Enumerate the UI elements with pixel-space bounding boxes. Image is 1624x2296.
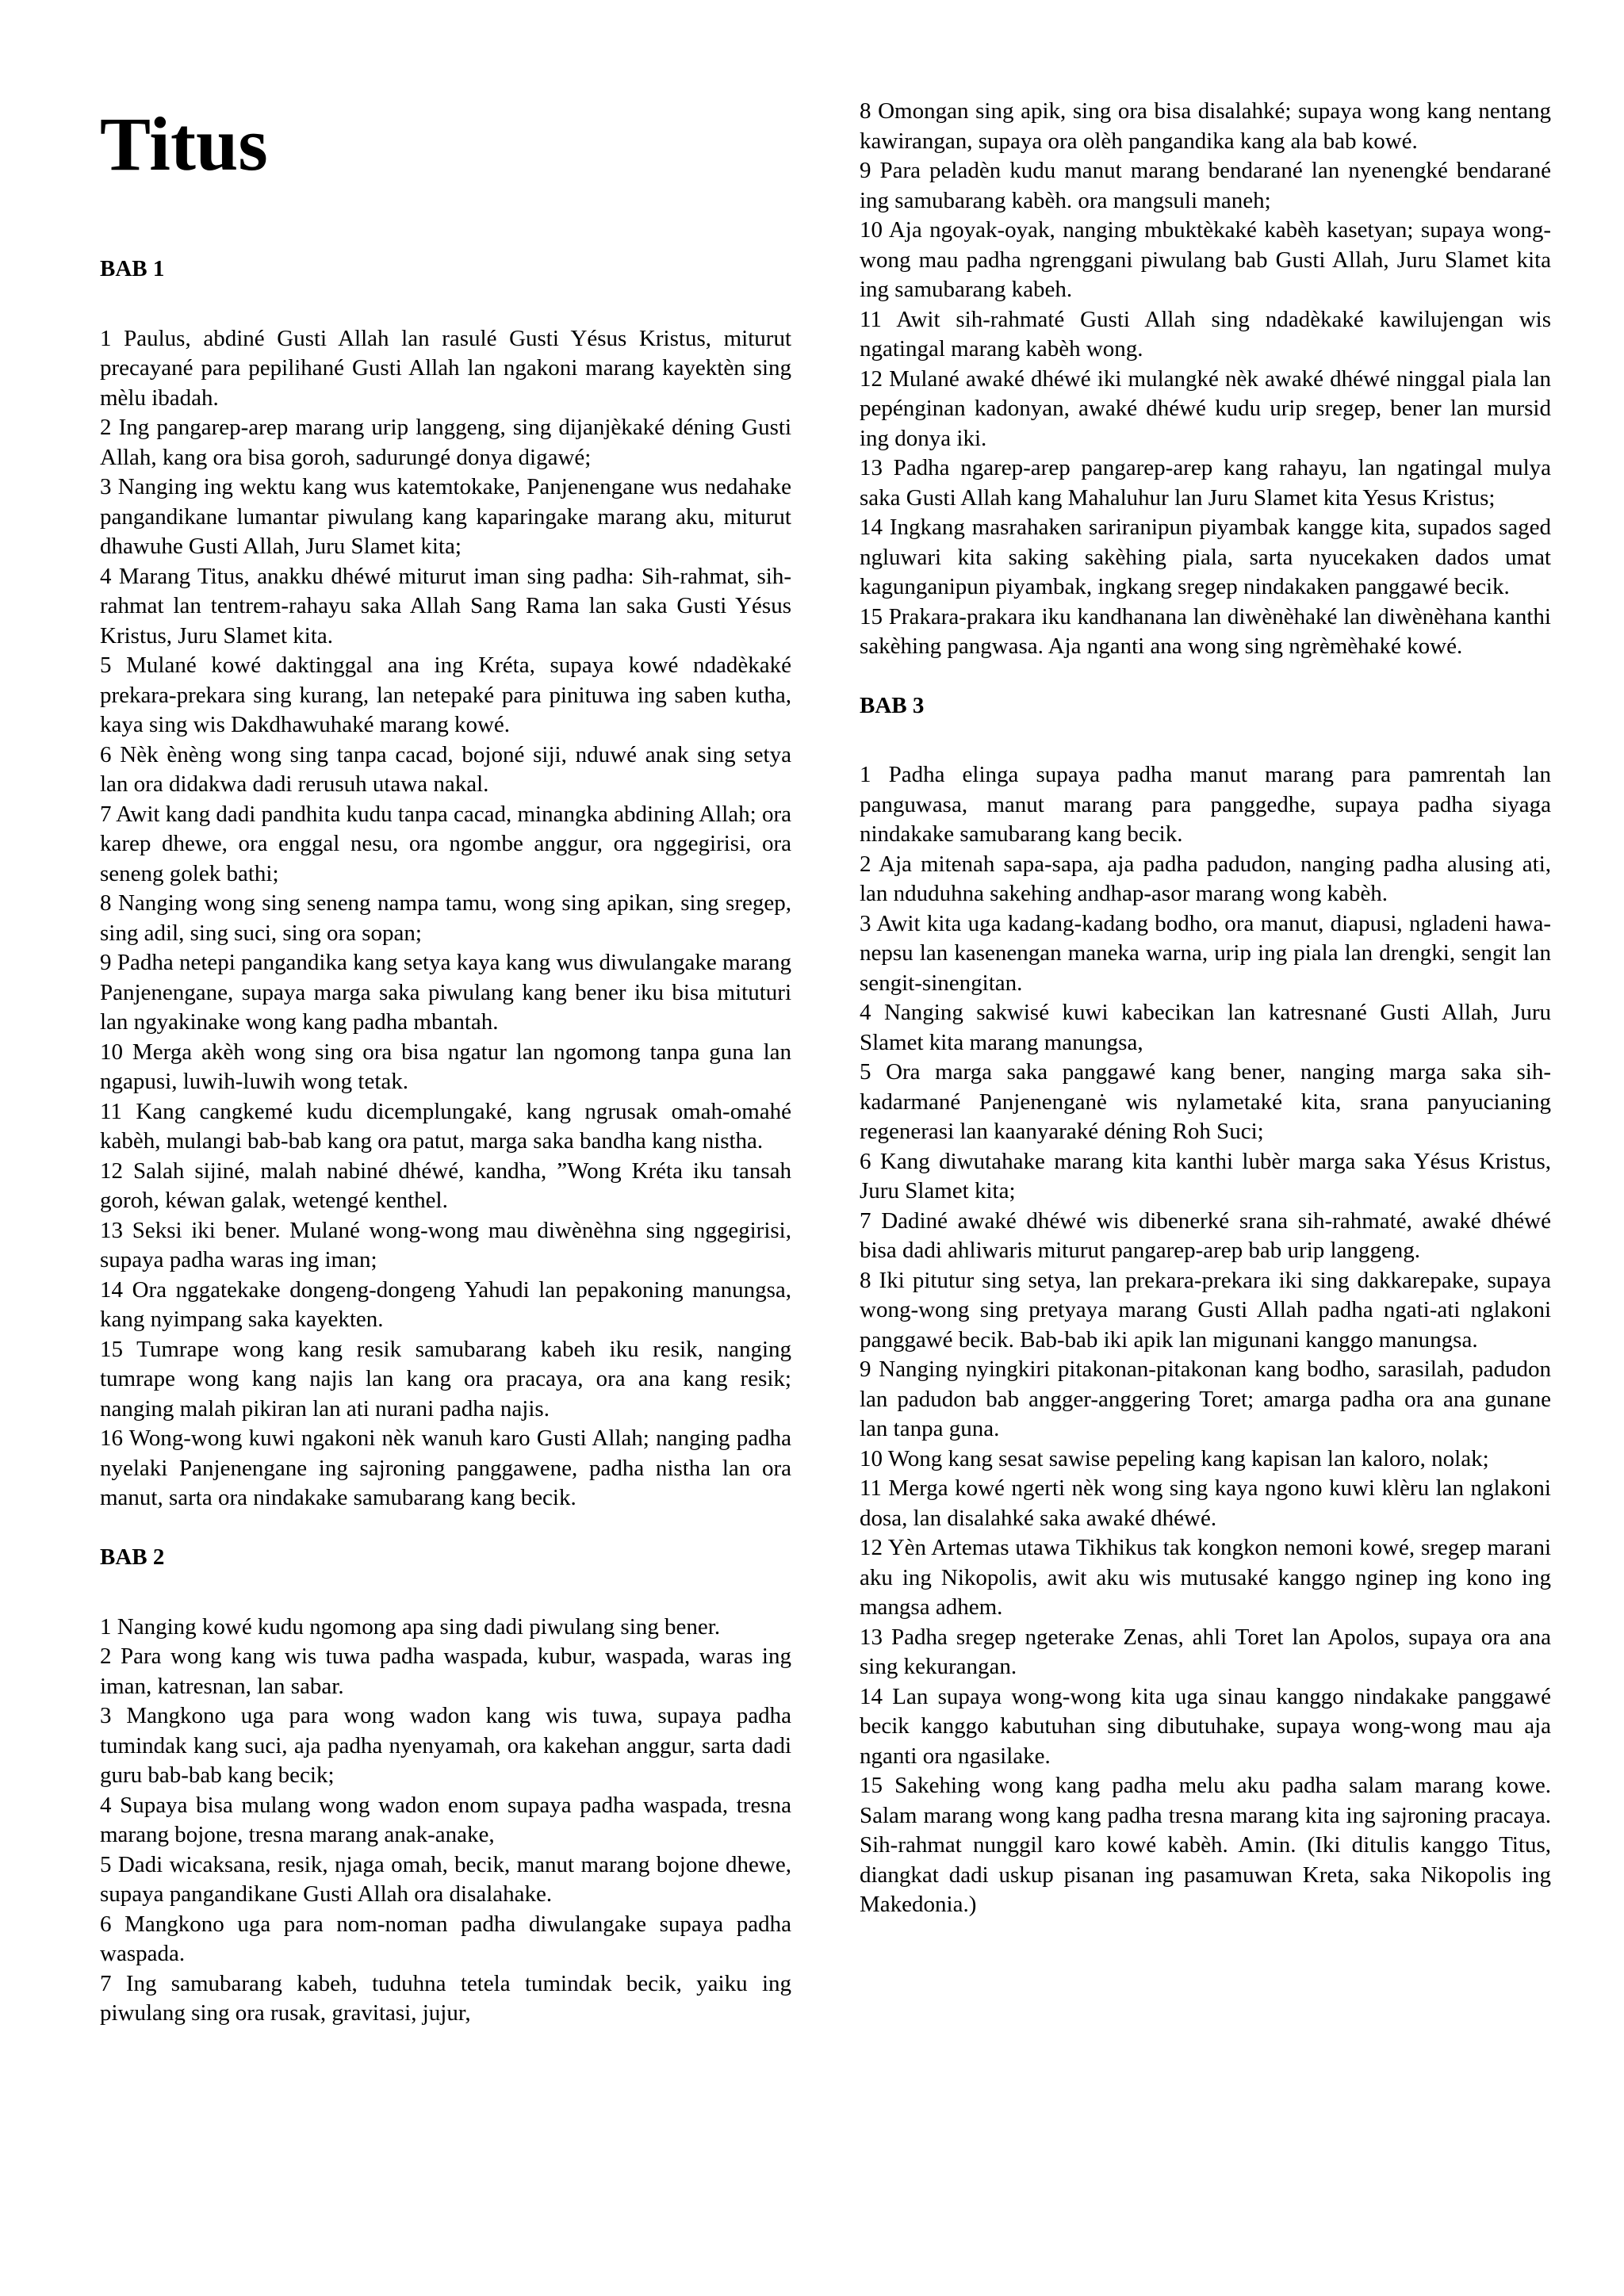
verse-list	[860, 760, 1551, 1920]
verse: 16 Wong-wong kuwi ngakoni nèk wanuh karo Gusti Allah; nanging padha nyelaki Panjenengane ing sajroning panggawene, padha nistha lan ora manut, sarta ora nindakake samubarang kang becik.	[100, 1425, 791, 1511]
verse: 6 Mangkono uga para nom-noman padha diwulangake supaya padha waspada.	[100, 1911, 791, 1967]
verse: 5 Dadi wicaksana, resik, njaga omah, becik, manut marang bojone dhewe, supaya pangandikane Gusti Allah ora disalahake.	[100, 1851, 791, 1908]
left-column	[100, 97, 791, 2253]
verse: 11 Merga kowé ngerti nèk wong sing kaya ngono kuwi klèru lan nglakoni dosa, lan disalahké saka awaké dhéwé.	[860, 1475, 1551, 1531]
verse: 11 Kang cangkemé kudu dicemplungaké, kang ngrusak omah-omahé kabèh, mulangi bab-bab kang ora patut, marga saka bandha kang nistha.	[100, 1098, 791, 1154]
verse: 1 Padha elinga supaya padha manut marang para pamrentah lan panguwasa, manut marang para panggedhe, supaya padha siyaga nindakake samubarang kang becik.	[860, 762, 1551, 848]
verse: 1 Paulus, abdiné Gusti Allah lan rasulé Gusti Yésus Kristus, miturut precayané para pepilihané Gusti Allah lan ngakoni marang kayektèn sing mèlu ibadah.	[100, 325, 791, 411]
chapter-2	[100, 1544, 791, 2029]
verse: 12 Mulané awaké dhéwé iki mulangké nèk awaké dhéwé ninggal piala lan pepénginan kadonyan, awaké dhéwé kudu urip sregep, bener lan mursid ing donya iki.	[860, 365, 1551, 451]
verse: 3 Mangkono uga para wong wadon kang wis tuwa, supaya padha tumindak kang suci, aja padha nyenyamah, ora kakehan anggur, sarta dadi guru bab-bab kang becik;	[100, 1703, 791, 1789]
verse: 3 Nanging ing wektu kang wus katemtokake, Panjenengane wus nedahake pangandikane lumantar piwulang kang kaparingake marang aku, miturut dhawuhe Gusti Allah, Juru Slamet kita;	[100, 474, 791, 560]
verse: 10 Wong kang sesat sawise pepeling kang kapisan lan kaloro, nolak;	[860, 1445, 1489, 1471]
verse: 10 Aja ngoyak-oyak, nanging mbuktèkaké kabèh kasetyan; supaya wong-wong mau padha ngrenggani piwulang bab Gusti Allah, Juru Slamet kita ing samubarang kabeh.	[860, 217, 1551, 302]
verse: 8 Iki pitutur sing setya, lan prekara-prekara iki sing dakkarepake, supaya wong-wong sing pretyaya marang Gusti Allah padha ngati-ati nglakoni panggawé becik. Bab-bab iki apik lan migunani kanggo manungsa.	[860, 1267, 1551, 1353]
verse-list	[860, 97, 1551, 662]
chapter-heading: BAB 3	[860, 692, 925, 718]
verse: 6 Kang diwutahake marang kita kanthi lubèr marga saka Yésus Kristus, Juru Slamet kita;	[860, 1148, 1551, 1204]
verse: 13 Seksi iki bener. Mulané wong-wong mau diwènèhna sing nggegirisi, supaya padha waras ing iman;	[100, 1217, 791, 1273]
verse: 11 Awit sih-rahmaté Gusti Allah sing ndadèkaké kawilujengan wis ngatingal marang kabèh wong.	[860, 306, 1551, 362]
verse: 7 Ing samubarang kabeh, tuduhna tetela tumindak becik, yaiku ing piwulang sing ora rusak, gravitasi, jujur,	[100, 1970, 791, 2026]
verse: 12 Salah sijiné, malah nabiné dhéwé, kandha, ”Wong Kréta iku tansah goroh, kéwan galak, wetengé kenthel.	[100, 1158, 791, 1214]
document-page	[100, 97, 1551, 2253]
verse: 14 Lan supaya wong-wong kita uga sinau kanggo nindakake panggawé becik kanggo kabutuhan sing dibutuhake, supaya wong-wong mau aja nganti ora ngasilake.	[860, 1683, 1551, 1769]
verse: 3 Awit kita uga kadang-kadang bodho, ora manut, diapusi, ngladeni hawa-nepsu lan kasenengan maneka warna, urip ing piala lan drengki, sengit lan sengit-sinengitan.	[860, 910, 1551, 996]
chapter-heading: BAB 2	[100, 1544, 165, 1570]
verse: 15 Prakara-prakara iku kandhanana lan diwènèhaké lan diwènèhana kanthi sakèhing pangwasa. Aja nganti ana wong sing ngrèmèhaké kowé.	[860, 603, 1551, 659]
verse-list	[100, 324, 791, 1513]
verse: 2 Para wong kang wis tuwa padha waspada, kubur, waspada, waras ing iman, katresnan, lan sabar.	[100, 1644, 791, 1699]
verse: 8 Nanging wong sing seneng nampa tamu, wong sing apikan, sing sregep, sing adil, sing suci, sing ora sopan;	[100, 890, 791, 946]
verse: 7 Dadiné awaké dhéwé wis dibenerké srana sih-rahmaté, awaké dhéwé bisa dadi ahliwaris miturut pangarep-arep bab urip langgeng.	[860, 1207, 1551, 1264]
verse: 6 Nèk ènèng wong sing tanpa cacad, bojoné siji, nduwé anak sing setya lan ora didakwa dadi rerusuh utawa nakal.	[100, 741, 791, 798]
verse: 9 Para peladèn kudu manut marang bendarané lan nyenengké bendarané ing samubarang kabèh. ora mangsuli maneh;	[860, 158, 1551, 213]
right-column	[860, 97, 1551, 2253]
verse: 8 Omongan sing apik, sing ora bisa disalahké; supaya wong kang nentang kawirangan, supaya ora olèh pangandika kang ala bab kowé.	[860, 98, 1551, 154]
verse: 4 Supaya bisa mulang wong wadon enom supaya padha waspada, tresna marang bojone, tresna marang anak-anake,	[100, 1792, 791, 1848]
verse: 4 Marang Titus, anakku dhéwé miturut iman sing padha: Sih-rahmat, sih-rahmat lan tentrem-rahayu saka Allah Sang Rama lan saka Gusti Yésus Kristus, Juru Slamet kita.	[100, 563, 791, 649]
verse: 5 Ora marga saka panggawé kang bener, nanging marga saka sih-kadarmané Panjenenganė wis nylametaké kita, srana panyucianing regenerasi lan kaanyaraké déning Roh Suci;	[860, 1059, 1551, 1145]
chapter-1	[100, 255, 791, 1513]
verse: 9 Padha netepi pangandika kang setya kaya kang wus diwulangake marang Panjenengane, supaya marga saka piwulang kang bener iku bisa mituturi lan ngyakinake wong kang padha mbantah.	[100, 950, 791, 1035]
verse: 14 Ora nggatekake dongeng-dongeng Yahudi lan pepakoning manungsa, kang nyimpang saka kayekten.	[100, 1276, 791, 1333]
verse: 15 Sakehing wong kang padha melu aku padha salam marang kowe. Salam marang wong kang padha tresna marang kita ing sajroning pracaya. Sih-rahmat nunggil karo kowé kabèh. Amin. (Iki ditulis kanggo Titus, diangkat dadi uskup pisanan ing pasamuwan Kreta, saka Nikopolis ing Makedonia.)	[860, 1773, 1551, 1918]
verse: 14 Ingkang masrahaken sariranipun piyambak kangge kita, supados saged ngluwari kita saking sakèhing piala, sarta nyucekaken dados umat kagunganipun piyambak, ingkang sregep nindakaken panggawé becik.	[860, 515, 1551, 599]
verse: 4 Nanging sakwisé kuwi kabecikan lan katresnané Gusti Allah, Juru Slamet kita marang manungsa,	[860, 1000, 1551, 1055]
verse: 5 Mulané kowé daktinggal ana ing Kréta, supaya kowé ndadèkaké prekara-prekara sing kurang, lan netepaké para pinituwa ing saben kutha, kaya sing wis Dakdhawuhaké marang kowé.	[100, 652, 791, 738]
verse: 10 Merga akèh wong sing ora bisa ngatur lan ngomong tanpa guna lan ngapusi, luwih-luwih wong tetak.	[100, 1039, 791, 1095]
verse: 2 Ing pangarep-arep marang urip langgeng, sing dijanjèkaké déning Gusti Allah, kang ora bisa goroh, sadurungé donya digawé;	[100, 415, 791, 470]
verse: 7 Awit kang dadi pandhita kudu tanpa cacad, minangka abdining Allah; ora karep dhewe, ora enggal nesu, ora ngombe anggur, ora nggegirisi, ora seneng golek bathi;	[100, 801, 791, 886]
verse: 15 Tumrape wong kang resik samubarang kabeh iku resik, nanging tumrape wong kang najis lan kang ora pracaya, ora ana kang resik; nanging malah pikiran lan ati nurani padha najis.	[100, 1336, 791, 1422]
verse: 1 Nanging kowé kudu ngomong apa sing dadi piwulang sing bener.	[100, 1613, 721, 1640]
verse-list	[100, 1613, 791, 2029]
verse: 12 Yèn Artemas utawa Tikhikus tak kongkon nemoni kowé, sregep marani aku ing Nikopolis, awit aku wis mutusaké kanggo nginep ing kono ing mangsa adhem.	[860, 1535, 1551, 1621]
verse: 13 Padha sregep ngeterake Zenas, ahli Toret lan Apolos, supaya ora ana sing kekurangan.	[860, 1624, 1551, 1680]
verse: 13 Padha ngarep-arep pangarep-arep kang rahayu, lan ngatingal mulya saka Gusti Allah kang Mahaluhur lan Juru Slamet kita Yesus Kristus;	[860, 455, 1551, 511]
chapter-3	[860, 692, 1551, 1920]
book-title: Titus	[100, 101, 268, 186]
verse: 2 Aja mitenah sapa-sapa, aja padha padudon, nanging padha alusing ati, lan nduduhna sakehing andhap-asor marang wong kabèh.	[860, 851, 1551, 907]
chapter-heading: BAB 1	[100, 256, 165, 281]
verse: 9 Nanging nyingkiri pitakonan-pitakonan kang bodho, sarasilah, padudon lan padudon bab angger-anggering Toret; amarga padha ora ana gunane lan tanpa guna.	[860, 1357, 1551, 1442]
